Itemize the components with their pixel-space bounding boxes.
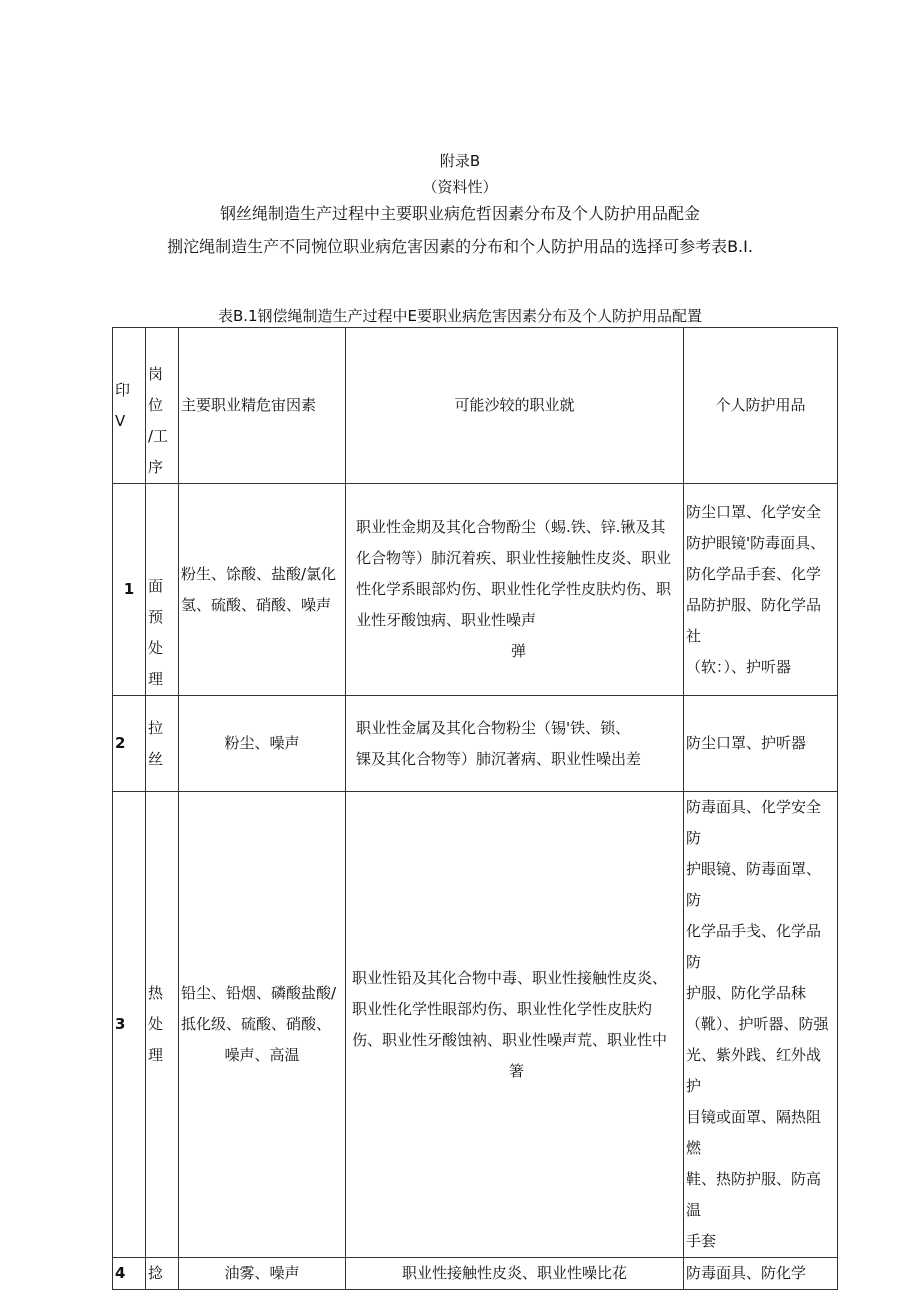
appendix-subtitle: （资料性） [422, 178, 498, 196]
header-post-line: /工 [148, 427, 169, 445]
row-diseases-line: 化合物等）肺沉着疾、职业性接触性皮炎、职业 [356, 549, 672, 567]
row-diseases-line: 弹 [510, 642, 526, 660]
row-ppe-line: 防护眼镜'防毒面具、 [686, 533, 826, 552]
header-ppe: 个人防护用品 [684, 328, 838, 484]
row-ppe-line: 社 [686, 626, 702, 645]
row-diseases [346, 696, 684, 792]
row-diseases: 职业性接触性皮炎、职业性噪比花 [346, 1258, 684, 1290]
row-post [146, 484, 179, 696]
row-diseases [346, 792, 684, 1258]
table-row [113, 1258, 838, 1290]
row-ppe: 防尘口罩、护听器 [684, 696, 838, 792]
table-row [113, 792, 838, 1258]
row-post: 拉丝 [146, 696, 179, 792]
row-ppe: 防毒面具、防化学 [684, 1258, 838, 1290]
row-hazards-line: 粉生、馀酸、盐酸/氯化 [181, 564, 337, 583]
row-hazards-line: 抵化级、硫酸、硝酸、 [181, 1015, 332, 1033]
row-ppe-line: 目镜或面罩、隔热阻燃 [686, 1108, 822, 1157]
hazard-ppe-table [112, 327, 838, 1290]
row-hazards-line: 铅尘、铅烟、磷酸盐酸/ [181, 984, 337, 1002]
row-post-line: 处理 [148, 639, 164, 688]
row-ppe [684, 792, 838, 1258]
header-no [113, 328, 146, 484]
row-diseases-line: 职业性铅及其化合物中毒、职业性接触性皮炎、 [352, 968, 668, 987]
row-number: 4 [113, 1258, 146, 1290]
row-ppe-line: 鞋、热防护服、防高温 [686, 1170, 822, 1219]
row-post-line: 热 [148, 984, 164, 1002]
table-header-row [113, 328, 838, 484]
row-diseases-line: 性化学系眼部灼伤、职业性化学性皮肤灼伤、职 [356, 580, 672, 598]
row-hazards: 油雾、噪声 [179, 1258, 346, 1290]
row-hazards [179, 484, 346, 696]
row-hazards [179, 792, 346, 1258]
row-diseases-line: 箸 [508, 1061, 524, 1080]
row-ppe-line: 护眼镜、防毒面罩、防 [686, 860, 822, 909]
row-diseases-line: 职业性化学性眼部灼伤、职业性化学性皮肤灼 [352, 999, 653, 1018]
header-post [146, 328, 179, 484]
header-no-line: V [115, 411, 126, 430]
row-diseases-line: 职业性金属及其化合物粉尘（锡'铁、锁、 [356, 718, 631, 737]
row-hazards-line: 氢、硫酸、硝酸、噪声 [181, 595, 332, 614]
row-ppe-line: 品防护服、防化学品 [686, 595, 822, 614]
table-row [113, 484, 838, 696]
appendix-title: 附录B [439, 152, 481, 170]
row-diseases-line: 职业性金期及其化合物酚尘（蜴.铁、锌.锹及其 [356, 518, 666, 536]
row-ppe-line: 护服、防化学品秣 [686, 984, 807, 1002]
row-ppe-line: 光、紫外践、红外战护 [686, 1046, 822, 1095]
row-hazards: 粉尘、噪声 [179, 696, 346, 792]
header-no-line: 印 [115, 380, 131, 399]
row-ppe-line: （软：）、护听器 [686, 657, 792, 676]
row-diseases [346, 484, 684, 696]
row-post-line: 面预 [148, 577, 164, 626]
row-post-line: 理 [148, 1046, 164, 1064]
intro-paragraph: 捌沱绳制造生产不同惋位职业病危害因素的分布和个人防护用品的选择可参考表B.I. [167, 237, 753, 256]
row-number: 3 [113, 792, 146, 1258]
row-hazards-line: 噪声、高温 [224, 1046, 300, 1064]
row-post: 捻 [146, 1258, 179, 1290]
table-row [113, 696, 838, 792]
row-post-line: 处 [148, 1015, 164, 1033]
row-ppe-line: 手套 [686, 1232, 717, 1250]
appendix-heading: 钢丝绳制造生产过程中主要职业病危哲因素分布及个人防护用品配金 [219, 204, 700, 223]
row-ppe-line: 防化学品手套、化学 [686, 564, 822, 583]
row-ppe-line: 防毒面具、化学安全防 [686, 798, 822, 847]
header-hazards: 主要职业精危宙因素 [179, 328, 346, 484]
row-number: 2 [113, 696, 146, 792]
row-ppe-line: （靴）、护听器、防强 [686, 1015, 829, 1033]
row-diseases-line: 锞及其化合物等）肺沉著病、职业性噪出差 [356, 749, 642, 768]
row-ppe-line: 防尘口罩、化学安全 [686, 502, 822, 521]
row-ppe [684, 484, 838, 696]
row-diseases-line: 业性牙酸蚀病、职业性噪声 [356, 611, 537, 629]
header-post-line: 岗位 [148, 365, 164, 414]
table-caption: 表B.1钢偿绳制造生产过程中E要职业病危害因素分布及个人防护用品配置 [217, 307, 703, 325]
row-ppe-line: 化学品手戋、化学品防 [686, 922, 822, 971]
header-post-line: 序 [148, 458, 164, 476]
row-number: 1 [113, 484, 146, 696]
header-diseases: 可能沙较的职业就 [346, 328, 684, 484]
row-diseases-line: 伤、职业性牙酸蚀衲、职业性噪声荒、职业性中 [352, 1030, 668, 1049]
row-post [146, 792, 179, 1258]
